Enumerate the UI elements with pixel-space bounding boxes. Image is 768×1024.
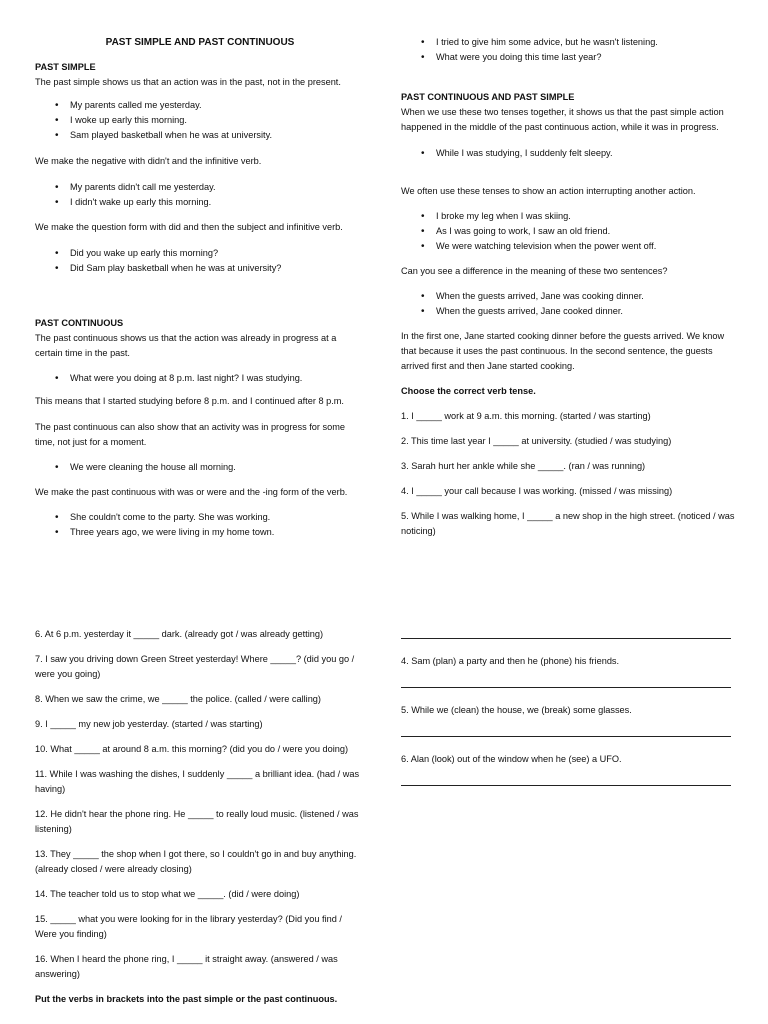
exercise-item: 11. While I was washing the dishes, I suddenly _____ a brilliant idea. (had / was having) — [35, 769, 360, 794]
top-examples — [401, 35, 736, 65]
explanation-section — [401, 329, 736, 374]
both-tenses-heading: PAST CONTINUOUS AND PAST SIMPLE — [401, 92, 575, 102]
both-tenses-section — [401, 90, 736, 161]
exercise-item: 5. While we (clean) the house, we (break) some glasses. — [401, 705, 632, 715]
exercise-item: 14. The teacher told us to stop what we _____. (did / were doing) — [35, 889, 300, 899]
instruction-heading: Put the verbs in brackets into the past simple or the past continuous. — [35, 994, 338, 1004]
list-item: • I didn't wake up early this morning. — [35, 195, 365, 210]
exercise-item: 7. I saw you driving down Green Street yesterday! Where _____? (did you go / were you going) — [35, 654, 355, 679]
list-item: • What were you doing at 8 p.m. last night? I was studying. — [35, 371, 365, 386]
both-tenses-intro: When we use these two tenses together, it shows us that the past simple action happened in the middle of the past continuous action, while it was in progress. — [401, 107, 724, 132]
explanation-text: In the first one, Jane started cooking dinner before the guests arrived. We know that because it uses the past continuous. In the second sentence, the guests arrived first and then Jane started cooking. — [401, 331, 725, 371]
meaning-text: This means that I started studying before 8 p.m. and I continued after 8 p.m. — [35, 396, 344, 406]
list-item: • We were watching television when the power went off. — [401, 239, 736, 254]
both-tenses-example — [401, 146, 736, 161]
list-item: • What were you doing this time last year? — [401, 50, 736, 65]
page1-left-column — [35, 35, 365, 50]
answer-line[interactable] — [401, 785, 731, 786]
also-section — [35, 420, 365, 475]
exercise-item: 9. I _____ my new job yesterday. (started / was starting) — [35, 719, 263, 729]
interrupt-section — [401, 184, 736, 254]
form-examples — [35, 510, 365, 540]
answer-line[interactable] — [401, 736, 731, 737]
list-item: • She couldn't come to the party. She was working. — [35, 510, 365, 525]
form-text: We make the past continuous with was or were and the -ing form of the verb. — [35, 487, 348, 497]
past-simple-section — [35, 60, 365, 143]
list-item: • We were cleaning the house all morning. — [35, 460, 365, 475]
exercise-item: 6. At 6 p.m. yesterday it _____ dark. (already got / was already getting) — [35, 629, 324, 639]
list-item: • Did you wake up early this morning? — [35, 246, 365, 261]
difference-question: Can you see a difference in the meaning of these two sentences? — [401, 266, 668, 276]
page2-left-column — [35, 627, 365, 1007]
exercise-heading: Choose the correct verb tense. — [401, 386, 536, 396]
negative-intro: We make the negative with didn't and the infinitive verb. — [35, 156, 262, 166]
difference-section — [401, 264, 736, 319]
answer-line[interactable] — [401, 638, 731, 639]
exercise-item: 1. I _____ work at 9 a.m. this morning. (started / was starting) — [401, 411, 651, 421]
also-example — [35, 460, 365, 475]
list-item: • While I was studying, I suddenly felt sleepy. — [401, 146, 736, 161]
interrupt-intro: We often use these tenses to show an action interrupting another action. — [401, 186, 696, 196]
form-section — [35, 485, 365, 540]
top-examples-section — [401, 35, 736, 65]
list-item: • When the guests arrived, Jane was cooking dinner. — [401, 289, 736, 304]
exercise-item: 15. _____ what you were looking for in the library yesterday? (Did you find / Were you finding) — [35, 914, 342, 939]
interrupt-examples — [401, 209, 736, 254]
exercise-item: 5. While I was walking home, I _____ a new shop in the high street. (noticed / was noticing) — [401, 511, 735, 536]
past-simple-heading: PAST SIMPLE — [35, 62, 96, 72]
exercise-item: 2. This time last year I _____ at university. (studied / was studying) — [401, 436, 672, 446]
negative-section — [35, 154, 365, 210]
past-continuous-section — [35, 316, 365, 386]
meaning-section — [35, 394, 365, 409]
exercise-item: 4. I _____ your call because I was working. (missed / was missing) — [401, 486, 673, 496]
list-item: • My parents didn't call me yesterday. — [35, 180, 365, 195]
past-continuous-intro: The past continuous shows us that the action was already in progress at a certain time in the past. — [35, 333, 337, 358]
list-item: • Sam played basketball when he was at university. — [35, 128, 365, 143]
exercise-item: 3. Sarah hurt her ankle while she _____. (ran / was running) — [401, 461, 646, 471]
list-item: • As I was going to work, I saw an old friend. — [401, 224, 736, 239]
list-item: • When the guests arrived, Jane cooked dinner. — [401, 304, 736, 319]
list-item: • I woke up early this morning. — [35, 113, 365, 128]
page-title: PAST SIMPLE AND PAST CONTINUOUS — [105, 37, 295, 48]
difference-examples — [401, 289, 736, 319]
past-simple-examples — [35, 98, 365, 143]
question-examples — [35, 246, 365, 276]
exercise-section — [401, 384, 736, 539]
list-item: • I broke my leg when I was skiing. — [401, 209, 736, 224]
past-simple-intro: The past simple shows us that an action was in the past, not in the present. — [35, 77, 341, 87]
exercise-item: 12. He didn't hear the phone ring. He _____ to really loud music. (listened / was listening) — [35, 809, 359, 834]
also-text: The past continuous can also show that an activity was in progress for some time, not just for a moment. — [35, 422, 345, 447]
question-intro: We make the question form with did and then the subject and infinitive verb. — [35, 222, 343, 232]
question-section — [35, 220, 365, 276]
exercise-item: 8. When we saw the crime, we _____ the police. (called / were calling) — [35, 694, 321, 704]
exercise-item: 16. When I heard the phone ring, I _____ it straight away. (answered / was answering) — [35, 954, 338, 979]
exercise-item: 4. Sam (plan) a party and then he (phone) his friends. — [401, 656, 620, 666]
exercise-item: 10. What _____ at around 8 a.m. this morning? (did you do / were you doing) — [35, 744, 349, 754]
list-item: • Did Sam play basketball when he was at university? — [35, 261, 365, 276]
page2-right-column — [401, 630, 736, 786]
list-item: • I tried to give him some advice, but he wasn't listening. — [401, 35, 736, 50]
list-item: • My parents called me yesterday. — [35, 98, 365, 113]
list-item: • Three years ago, we were living in my home town. — [35, 525, 365, 540]
past-continuous-example — [35, 371, 365, 386]
answer-line[interactable] — [401, 687, 731, 688]
past-continuous-heading: PAST CONTINUOUS — [35, 318, 124, 328]
exercise-item: 6. Alan (look) out of the window when he (see) a UFO. — [401, 754, 622, 764]
negative-examples — [35, 180, 365, 210]
exercise-item: 13. They _____ the shop when I got there, so I couldn't go in and buy anything. (already closed / were already closing) — [35, 849, 357, 874]
